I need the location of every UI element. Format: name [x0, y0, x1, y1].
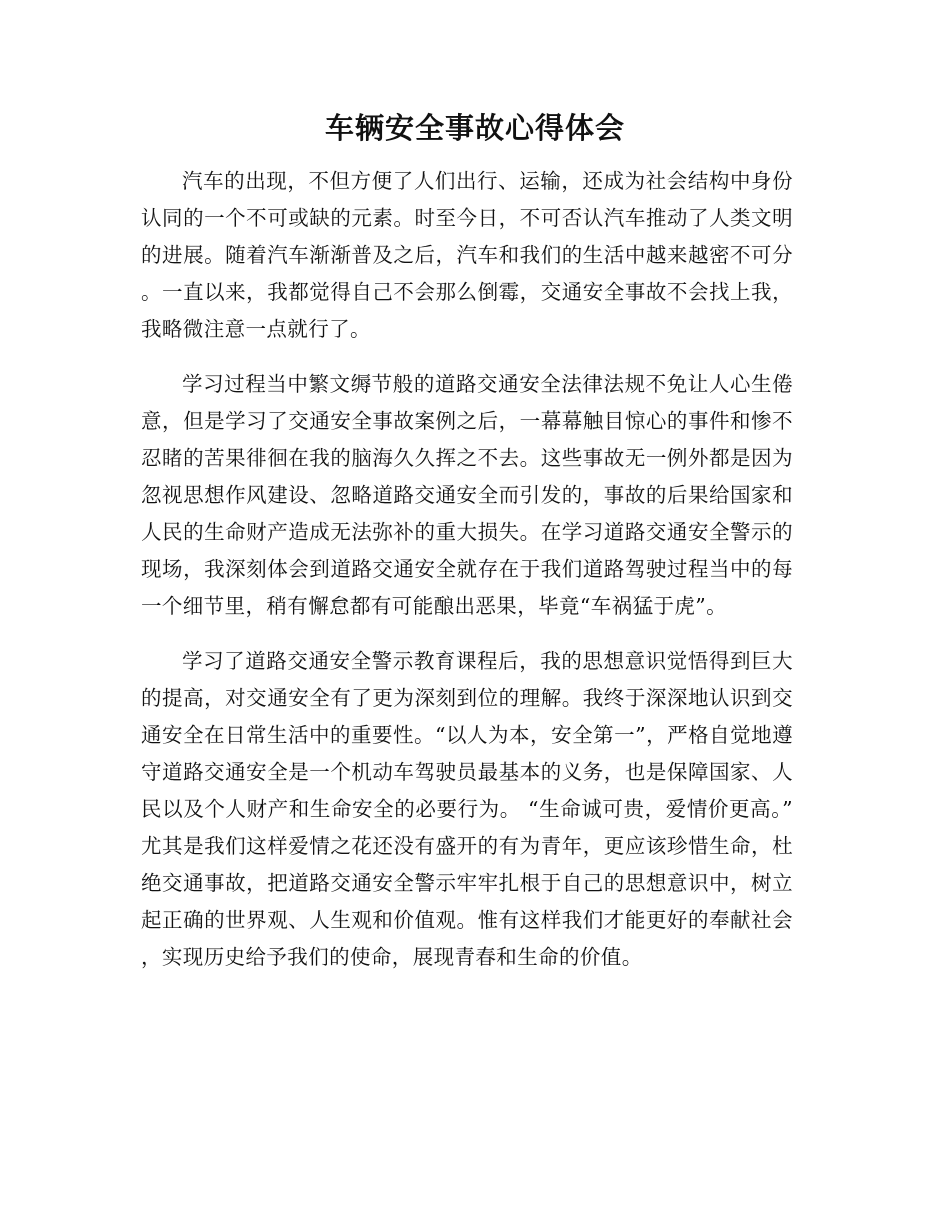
document-title: 车辆安全事故心得体会: [324, 111, 625, 145]
paragraph-1: 汽车的出现，不但方便了人们出行、运输，还成为社会结构中身份认同的一个不可或缺的元素。时至今日，不可否认汽车推动了人类文明的进展。随着汽车渐渐普及之后，汽车和我们的生活中越来越密不可分。一直以来，我都觉得自己不会那么倒霉，交通安全事故不会找上我，我略微注意一点就行了。: [141, 169, 793, 341]
paragraph-2: 学习过程当中繁文缛节般的道路交通安全法律法规不免让人心生倦意，但是学习了交通安全事故案例之后，一幕幕触目惊心的事件和惨不忍睹的苦果徘徊在我的脑海久久挥之不去。这些事故无一例外都是因为忽视思想作风建设、忽略道路交通安全而引发的，事故的后果给国家和人民的生命财产造成无法弥补的重大损失。在学习道路交通安全警示的现场，我深刻体会到道路交通安全就存在于我们道路驾驶过程当中的每一个细节里，稍有懈怠都有可能酿出恶果，毕竟“车祸猛于虎”。: [141, 372, 793, 618]
document-body: [141, 163, 793, 994]
paragraph-3: 学习了道路交通安全警示教育课程后，我的思想意识觉悟得到巨大的提高，对交通安全有了更为深刻到位的理解。我终于深深地认识到交通安全在日常生活中的重要性。“以人为本，安全第一”，严格自觉地遵守道路交通安全是一个机动车驾驶员最基本的义务，也是保障国家、人民以及个人财产和生命安全的必要行为。 “生命诚可贵，爱情价更高。”尤其是我们这样爱情之花还没有盛开的有为青年，更应该珍惜生命，杜绝交通事故，把道路交通安全警示牢牢扎根于自己的思想意识中，树立起正确的世界观、人生观和价值观。惟有这样我们才能更好的奉献社会，实现历史给予我们的使命，展现青春和生命的价值。: [141, 649, 793, 969]
